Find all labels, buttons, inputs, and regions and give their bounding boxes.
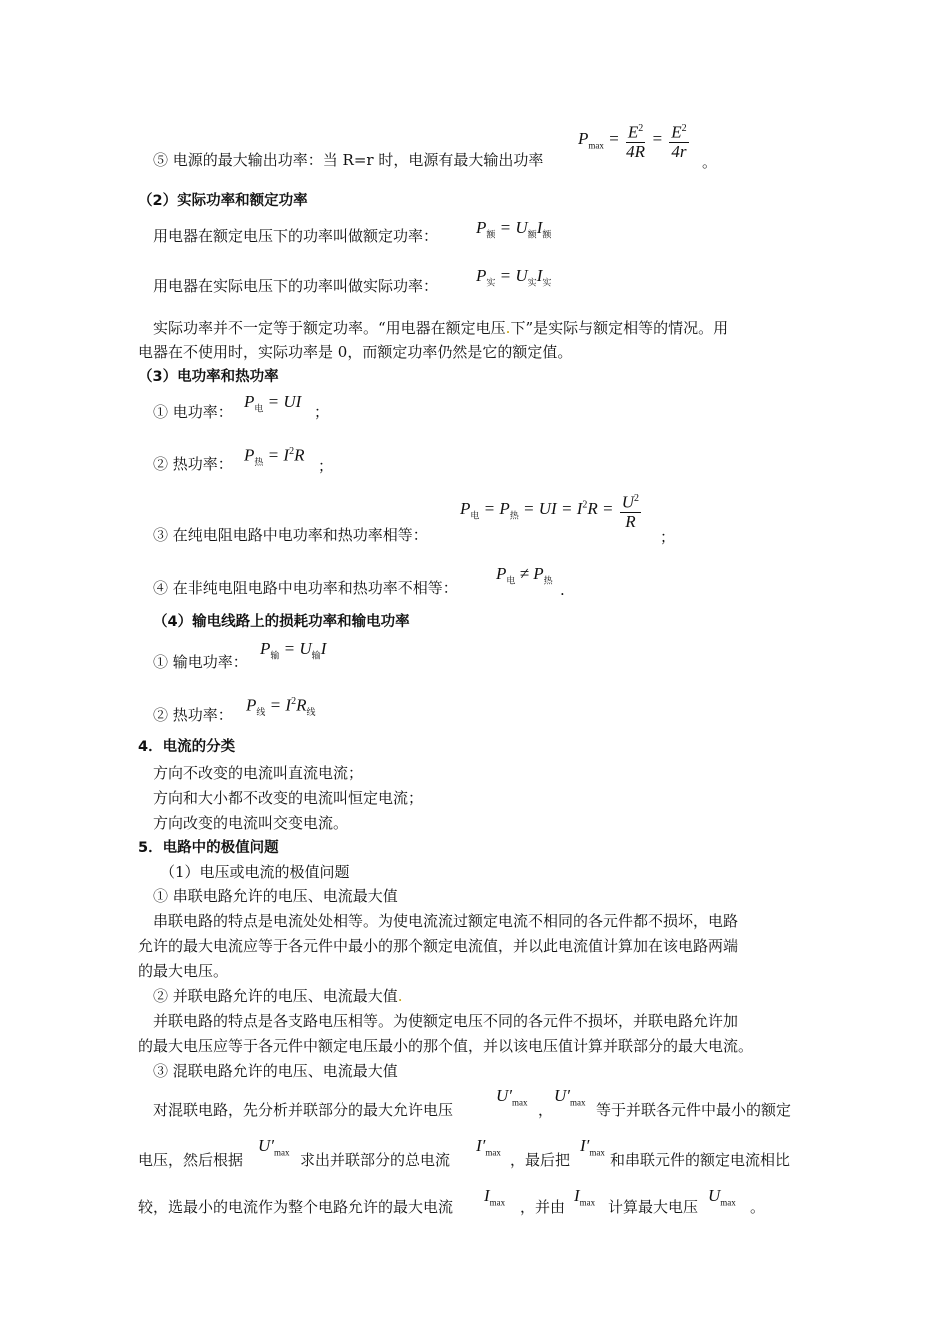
formula-subscript: 热 xyxy=(254,457,264,468)
formula-subscript: max xyxy=(489,1197,506,1208)
text-line: 和串联元件的额定电流相比 xyxy=(610,1151,791,1169)
text-span: 实际功率并不一定等于额定功率。“用电器在额定电压 xyxy=(153,319,506,337)
formula-symbol: P xyxy=(499,499,510,519)
formula-subscript: 实 xyxy=(486,277,496,288)
text-line: ⑤ 电源的最大输出功率：当 R=r 时，电源有最大输出功率 xyxy=(153,151,544,169)
formula-symbol: P xyxy=(244,392,255,411)
text-line: ② 热功率： xyxy=(153,455,233,473)
formula-symbol: R xyxy=(587,499,598,519)
formula-subscript: 额 xyxy=(486,229,496,240)
fraction: $\frac{E^2}{4R}$ xyxy=(626,120,645,161)
formula-symbol: U xyxy=(515,266,528,285)
formula-symbol: U′ xyxy=(258,1136,274,1155)
formula-subscript: max xyxy=(589,1147,605,1158)
text-line: 用电器在额定电压下的功率叫做额定功率： xyxy=(153,227,439,245)
mark-dot: . xyxy=(397,987,403,1005)
text-line: ② 热功率： xyxy=(153,706,233,724)
formula-u-prime-max xyxy=(258,1136,290,1162)
text-line xyxy=(153,318,728,338)
formula-symbol: I xyxy=(536,266,543,285)
formula-subscript: max xyxy=(579,1197,596,1208)
formula-subscript: 热 xyxy=(509,510,519,521)
formula-subscript: 线 xyxy=(306,707,316,718)
formula-i-prime-max xyxy=(580,1136,605,1162)
formula-symbol: 4r xyxy=(671,141,687,161)
formula-actual-power: $P_实 = U_实I_实$ xyxy=(476,266,552,288)
text-line: 并联电路的特点是各支路电压相等。为使额定电压不同的各元件不损坏，并联电路允许加 xyxy=(153,1012,739,1030)
formula-symbol: R xyxy=(296,695,307,715)
text-line: 方向和大小都不改变的电流叫恒定电流； xyxy=(153,789,424,807)
text-line: 方向不改变的电流叫直流电流； xyxy=(153,764,364,782)
fraction: $\frac{U^2}{R}$ xyxy=(620,490,641,531)
formula-symbol: I xyxy=(283,445,290,465)
formula-subscript: 电 xyxy=(254,403,264,414)
formula-pmax: $P_{max}$ = $\frac{E^2}{4R}$ = $\frac{E^2}{4r}$ xyxy=(578,120,691,161)
formula-subscript: 电 xyxy=(470,510,480,521)
text-line: 对混联电路，先分析并联部分的最大允许电压 xyxy=(153,1101,454,1119)
section-heading: （4）输电线路上的损耗功率和输电功率 xyxy=(153,614,410,630)
text-line: ① 电功率： xyxy=(153,403,233,421)
formula-symbol: U′ xyxy=(496,1086,512,1105)
fraction: $\frac{E^2}{4r}$ xyxy=(669,120,688,161)
text-line: 的最大电压应等于各元件中额定电压最小的那个值，并以该电压值计算并联部分的最大电流。 xyxy=(138,1037,754,1055)
formula-subscript: max xyxy=(588,140,604,151)
formula-symbol: P xyxy=(476,266,487,285)
formula-symbol: P xyxy=(246,695,257,715)
section-heading: （3）电功率和热功率 xyxy=(138,369,279,385)
formula-symbol: U xyxy=(621,492,635,512)
formula-symbol: I xyxy=(536,218,543,237)
text-line: ， xyxy=(538,1101,554,1119)
formula-symbol: U′ xyxy=(554,1086,570,1105)
formula-symbol: P xyxy=(260,639,271,658)
formula-symbol: P xyxy=(460,499,471,519)
formula-symbol: I xyxy=(320,639,327,658)
text-line: 串联电路的特点是电流处处相等。为使电流流过额定电流不相同的各元件都不损坏，电路 xyxy=(153,912,739,930)
formula-symbol: I′ xyxy=(476,1136,486,1155)
text-line: ； xyxy=(318,457,334,475)
formula-symbol: U xyxy=(515,218,528,237)
formula-subscript: 电 xyxy=(506,575,516,586)
formula-symbol: R xyxy=(294,445,305,465)
formula-subscript: max xyxy=(274,1147,290,1158)
section-heading: 4．电流的分类 xyxy=(138,739,236,755)
formula-symbol: I xyxy=(484,1186,490,1205)
formula-u-prime-max xyxy=(496,1086,528,1112)
text-line: 电器在不使用时，实际功率是 0，而额定功率仍然是它的额定值。 xyxy=(138,343,573,361)
formula-subscript: 输 xyxy=(270,650,280,661)
text-line: ③ 在纯电阻电路中电功率和热功率相等： xyxy=(153,526,428,544)
text-line: 电压，然后根据 xyxy=(138,1151,244,1169)
text-line: 求出并联部分的总电流 xyxy=(300,1151,451,1169)
text-line: ① 串联电路允许的电压、电流最大值 xyxy=(153,887,398,905)
formula-symbol: P xyxy=(496,564,507,583)
formula-subscript: max xyxy=(485,1147,501,1158)
formula-subscript: max xyxy=(570,1097,586,1108)
formula-rated-power: $P_额 = U_额I_额$ xyxy=(476,218,552,240)
text-line: 较，选最小的电流作为整个电路允许的最大电流 xyxy=(138,1198,454,1216)
text-line: 的最大电压。 xyxy=(138,962,229,980)
formula-i-max xyxy=(574,1186,595,1212)
text-line: ，并由 xyxy=(520,1198,566,1216)
section-heading: （2）实际功率和额定功率 xyxy=(138,193,308,209)
formula-electric-power: $P_电$ = UI xyxy=(244,392,302,414)
formula-subscript: 额 xyxy=(527,229,537,240)
formula-nonpure-resistance: $P_电 \ne P_热$ xyxy=(496,564,553,586)
formula-subscript: 实 xyxy=(542,277,552,288)
formula-symbol: U xyxy=(708,1186,721,1205)
text-line xyxy=(153,986,403,1006)
formula-heat-power: $P_热 = I^2R$ xyxy=(244,445,305,468)
formula-symbol: I′ xyxy=(580,1136,590,1155)
text-line: 等于并联各元件中最小的额定 xyxy=(596,1101,792,1119)
text-line: 方向改变的电流叫交变电流。 xyxy=(153,814,349,832)
formula-subscript: 热 xyxy=(543,575,553,586)
formula-symbol: I xyxy=(285,695,292,715)
formula-subscript: 线 xyxy=(256,707,266,718)
formula-symbol: P xyxy=(578,129,589,149)
formula-line-heat-power: $P_线 = I^2R_线$ xyxy=(246,695,316,718)
formula-symbol: R xyxy=(625,511,636,531)
text-line: ① 输电功率： xyxy=(153,653,248,671)
text-line: ； xyxy=(314,403,330,421)
formula-symbol: U xyxy=(299,639,312,658)
formula-subscript: max xyxy=(512,1097,528,1108)
text-line: ，最后把 xyxy=(510,1151,571,1169)
formula-symbol: I xyxy=(576,499,583,519)
text-line: （1）电压或电流的极值问题 xyxy=(160,863,350,881)
formula-symbol: P xyxy=(476,218,487,237)
formula-subscript: 输 xyxy=(311,650,321,661)
text-span: 下”是实际与额定相等的情况。用 xyxy=(510,319,729,337)
formula-symbol: I xyxy=(574,1186,580,1205)
text-line: ④ 在非纯电阻电路中电功率和热功率不相等： xyxy=(153,579,458,597)
formula-subscript: max xyxy=(720,1197,736,1208)
formula-i-max xyxy=(484,1186,505,1212)
text-line: 计算最大电压 xyxy=(608,1198,699,1216)
formula-u-prime-max xyxy=(554,1086,586,1112)
formula-symbol: 4R xyxy=(626,141,646,161)
text-span: ② 并联电路允许的电压、电流最大值 xyxy=(153,987,398,1005)
formula-subscript: 实 xyxy=(527,277,537,288)
text-line: ； xyxy=(660,528,676,546)
text-line: 。 xyxy=(750,1198,766,1216)
text-line: 。 xyxy=(702,153,718,171)
formula-symbol: E xyxy=(627,122,639,142)
formula-symbol: UI xyxy=(538,499,557,519)
formula-symbol: UI xyxy=(283,392,302,411)
formula-i-prime-max xyxy=(476,1136,501,1162)
formula-symbol: P xyxy=(244,445,255,465)
formula-symbol: E xyxy=(671,122,682,142)
formula-symbol: P xyxy=(533,564,544,583)
formula-pure-resistance: $P_电 = P_热$ = UI = $I^2R$ = $\frac{U^2}{R}$ xyxy=(460,490,643,531)
text-line: . xyxy=(560,581,565,599)
section-heading: 5．电路中的极值问题 xyxy=(138,840,279,856)
text-line: 允许的最大电流应等于各元件中最小的那个额定电流值，并以此电流值计算加在该电路两端 xyxy=(138,937,739,955)
formula-u-max xyxy=(708,1186,736,1212)
text-line: 用电器在实际电压下的功率叫做实际功率： xyxy=(153,277,439,295)
text-line: ③ 混联电路允许的电压、电流最大值 xyxy=(153,1062,398,1080)
formula-subscript: 额 xyxy=(542,229,552,240)
mark-dot: . xyxy=(505,319,511,337)
formula-transmission-power: $P_输 = U_输I$ xyxy=(260,639,327,661)
